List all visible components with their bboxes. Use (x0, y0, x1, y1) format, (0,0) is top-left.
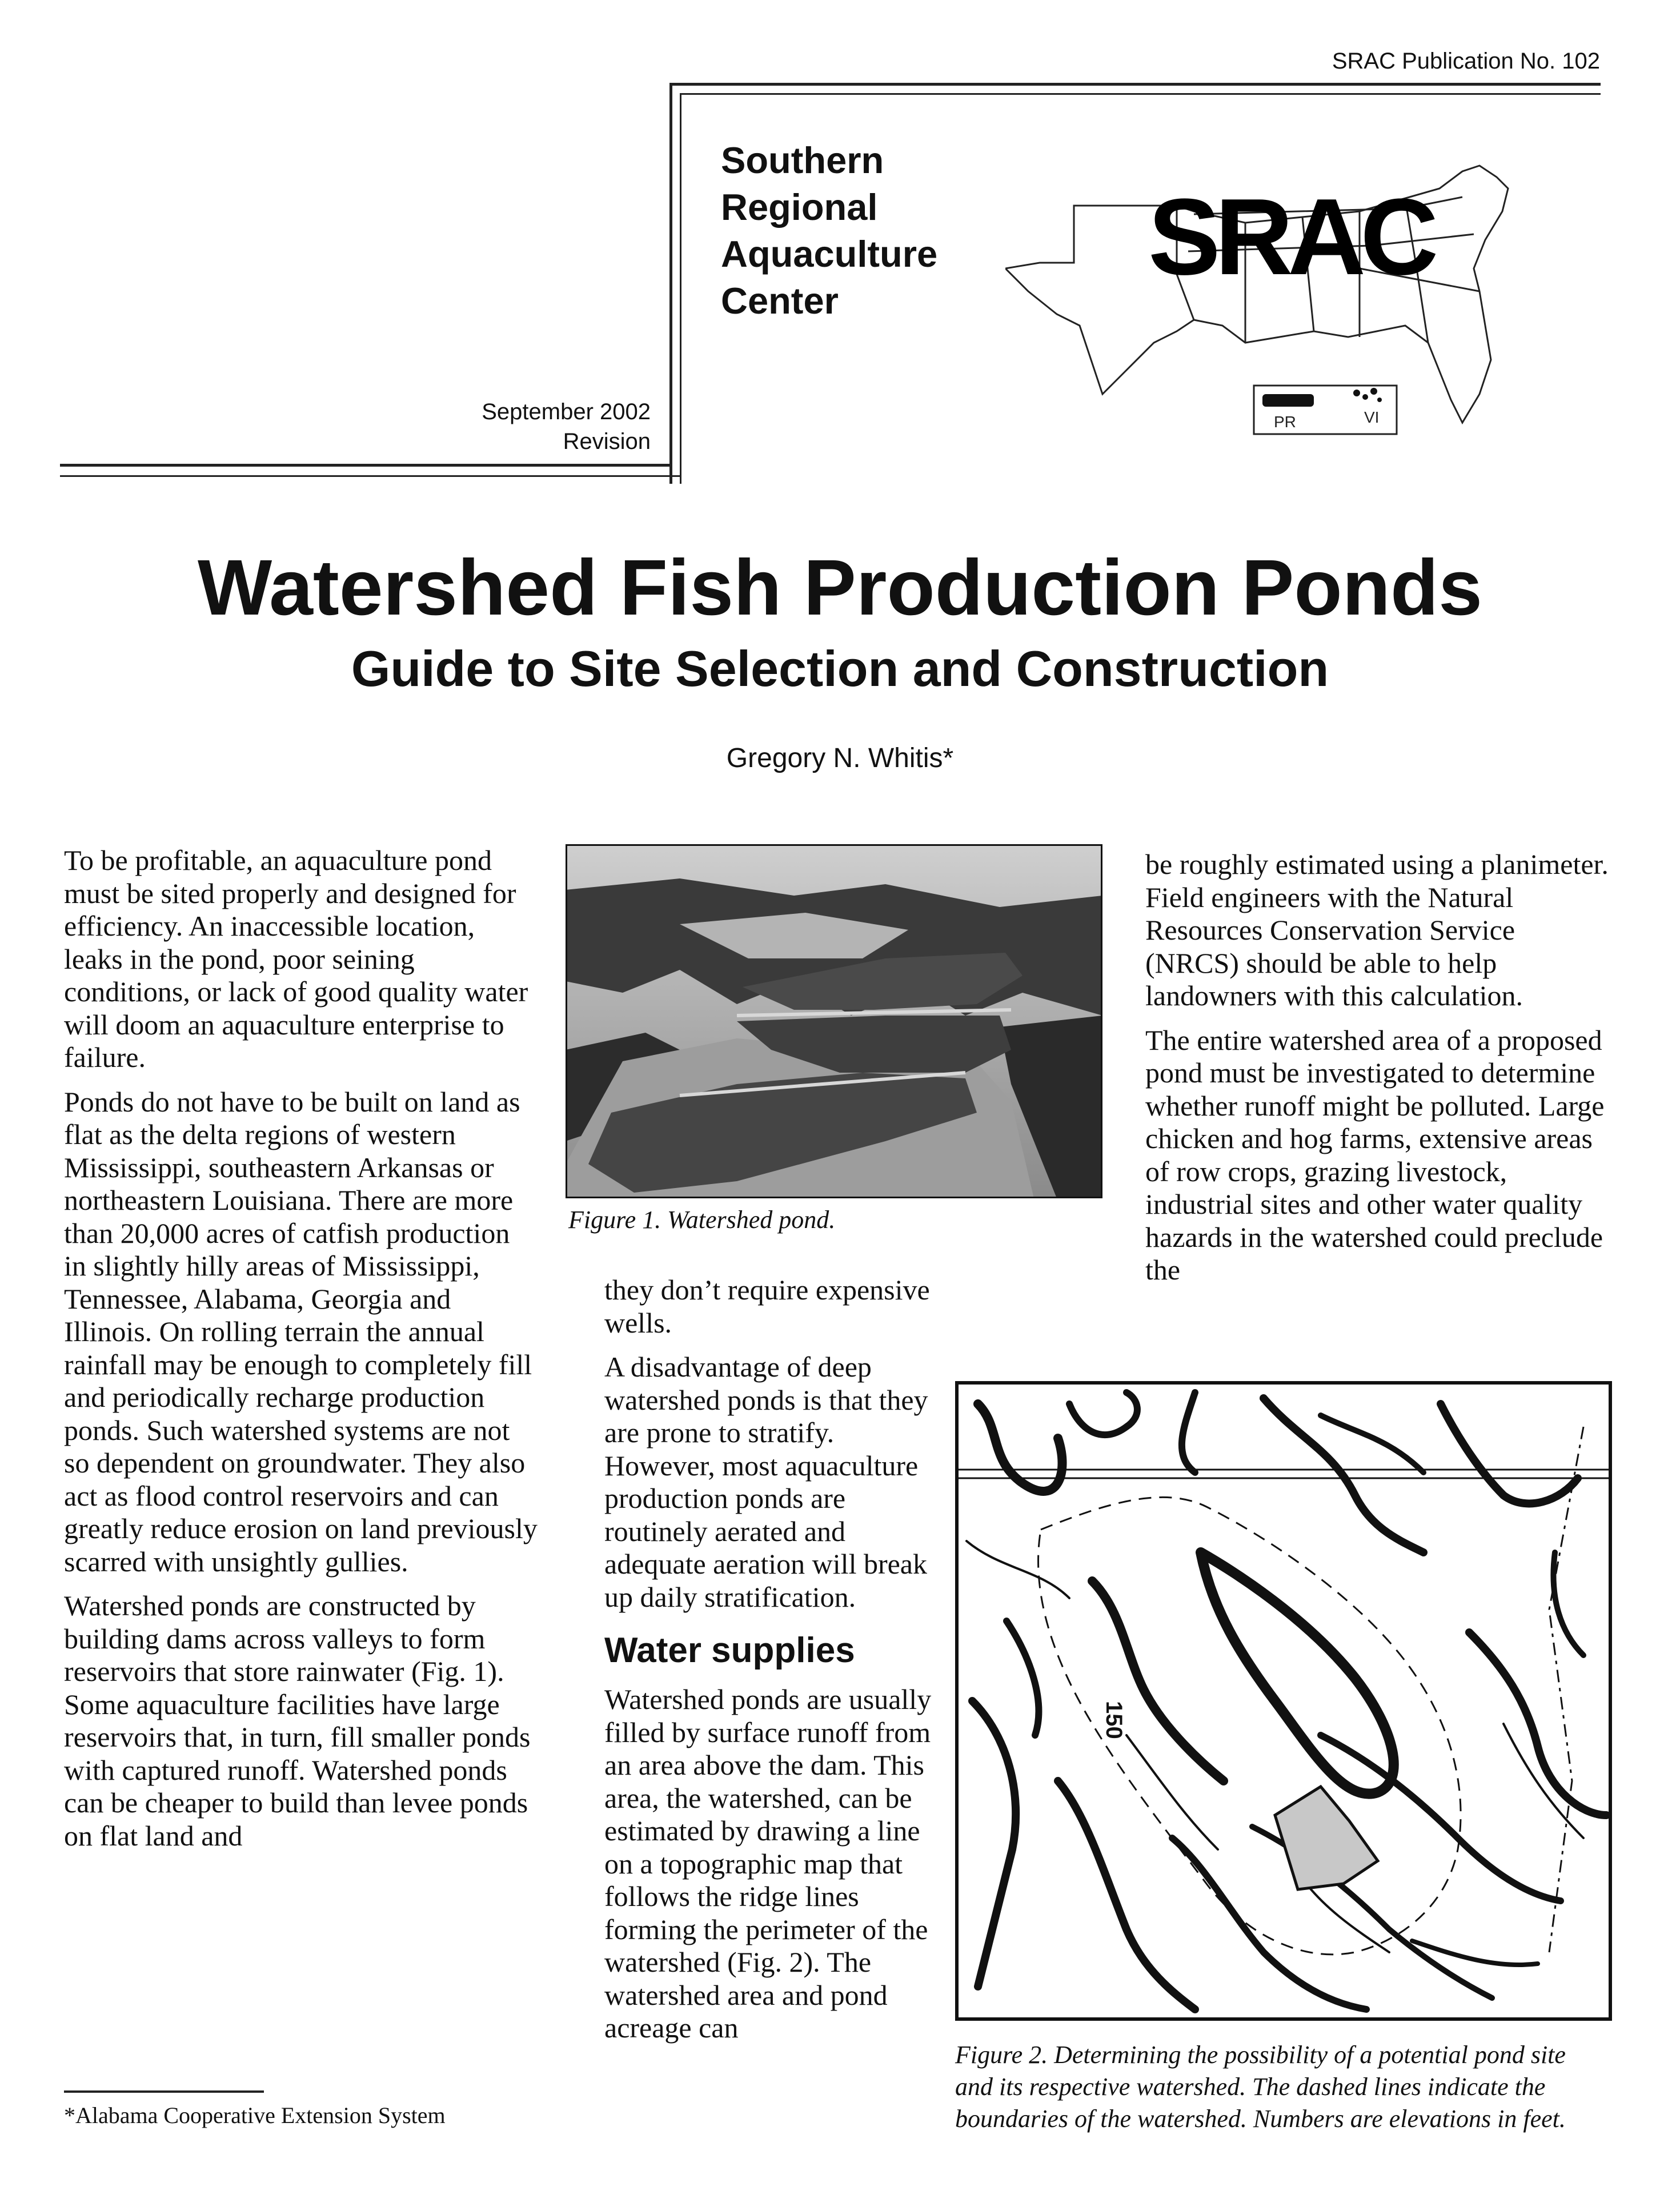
author: Gregory N. Whitis* (726, 743, 954, 773)
center-name-line: Center (721, 280, 839, 322)
page-title: Watershed Fish Production Ponds (197, 544, 1483, 632)
header-rule-vertical-inner (680, 93, 681, 484)
header-rule-bottom (60, 464, 672, 467)
paragraph: Ponds do not have to be built on land as flat as the delta regions of western Mississippi, southeastern Arkansas or northeastern Louisiana. There are more than 20,000 acres of catfish production in slightly hilly areas of Mississippi, Tennessee, Alabama, Georgia and Illinois. On rolling terrain the annual rainfall may be enough to completely fill and periodically recharge production ponds. Such watershed systems are not so dependent on groundwater. They also act as flood control reservoirs and can greatly reduce erosion on land previously scarred with unsightly gullies. (64, 1085, 538, 1578)
column-3 (1145, 848, 1614, 1298)
paragraph: A disadvantage of deep watershed ponds is that they are prone to stratify. However, most aquaculture production ponds are routinely aerated and adequate aeration will break up daily stratification. (604, 1351, 928, 1613)
date-block (482, 397, 651, 456)
publication-number: SRAC Publication No. 102 (1332, 49, 1600, 74)
footnote-rule (64, 2090, 264, 2093)
paragraph: they don’t require expensive wells. (604, 1274, 930, 1339)
figure-1-photo (566, 844, 1102, 1198)
figure-2-topo-map (955, 1381, 1612, 2021)
column-2 (604, 1274, 947, 2056)
center-name-line: Regional (721, 186, 878, 228)
srac-logo-map (1005, 154, 1531, 451)
page-subtitle: Guide to Site Selection and Construction (351, 640, 1329, 697)
revision-label: Revision (563, 429, 651, 454)
figure-1-caption: Figure 1. Watershed pond. (568, 1206, 836, 1234)
header-rule-vertical (669, 83, 672, 484)
header-rule-top (669, 83, 1601, 86)
column-1 (64, 844, 538, 1864)
paragraph: be roughly estimated using a planimeter. Field engineers with the Natural Resources Conservation Service (NRCS) should be able to help landowners with this calculation. (1145, 848, 1609, 1012)
publication-date: September 2002 (482, 399, 651, 424)
paragraph: The entire watershed area of a proposed pond must be investigated to determine whether runoff might be polluted. Large chicken and hog farms, extensive areas of row crops, grazing livestock, industrial sites and other water quality hazards in the watershed could preclude the (1145, 1024, 1605, 1286)
paragraph: To be profitable, an aquaculture pond must be sited properly and designed for efficiency. An inaccessible location, leaks in the pond, poor seining conditions, or lack of good quality water will doom an aquaculture enterprise to failure. (64, 844, 528, 1073)
paragraph: Watershed ponds are constructed by building dams across valleys to form reservoirs that store rainwater (Fig. 1). Some aquaculture facilities have large reservoirs that, in turn, fill smaller ponds with captured runoff. Watershed ponds can be cheaper to build than levee ponds on flat land and (64, 1590, 531, 1852)
paragraph: Watershed ponds are usually filled by surface runoff from an area above the dam. This area, the watershed, can be estimated by drawing a line on a topographic map that follows the ridge lines forming the perimeter of the watershed (Fig. 2). The watershed area and pond acreage can (604, 1683, 932, 2044)
srac-logo-text: SRAC (1148, 176, 1433, 298)
center-name-line: Southern (721, 139, 884, 181)
territory-label-vi: VI (1364, 408, 1380, 426)
elevation-label: 150 (1101, 1701, 1126, 1739)
center-name-line: Aquaculture (721, 233, 938, 275)
header-rule-top-inner (680, 93, 1601, 95)
footnote: *Alabama Cooperative Extension System (64, 2102, 446, 2128)
header-rule-bottom-inner (60, 475, 681, 477)
section-heading: Water supplies (604, 1631, 855, 1670)
figure-2-caption: Figure 2. Determining the possibility of a potential pond site and its respective watershed. The dashed lines indicate the boundaries of the watershed. Numbers are elevations in feet. (955, 2041, 1566, 2133)
center-name (721, 137, 937, 324)
territory-label-pr: PR (1274, 413, 1296, 431)
